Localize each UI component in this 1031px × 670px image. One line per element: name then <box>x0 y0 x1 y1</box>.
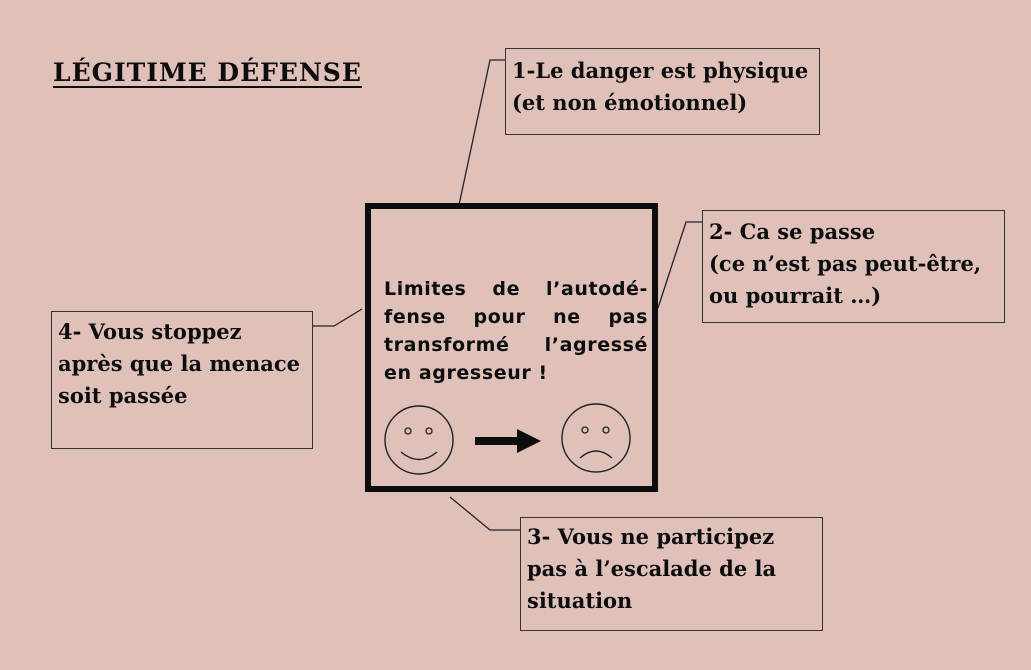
condition-2-line-3: ou pourrait …) <box>709 283 882 308</box>
condition-4-line-3: soit passée <box>58 383 188 408</box>
faces-illustration <box>371 394 652 494</box>
central-box <box>365 203 658 492</box>
smiling-face-icon <box>385 406 453 474</box>
condition-3-line-2: pas à l’escalade de la <box>527 556 777 581</box>
condition-1-line-2: (et non émotionnel) <box>512 90 748 115</box>
condition-box-3 <box>520 517 823 631</box>
right-arrow-icon <box>475 429 541 453</box>
connector-line-4 <box>313 309 362 326</box>
page-title: LÉGITIME DÉFENSE <box>53 58 362 87</box>
condition-2-line-2: (ce n’est pas peut-être, <box>709 251 982 276</box>
condition-2-line-1: 2- Ca se passe <box>709 219 876 244</box>
condition-box-4 <box>51 311 313 449</box>
condition-1-line-1: 1-Le danger est physique <box>512 58 809 83</box>
sad-face-icon <box>562 404 630 472</box>
central-text: Limites de l’autodé- fense pour ne pas transformé l’agressé en agresseur ! <box>384 278 648 384</box>
condition-4-line-1: 4- Vous stoppez <box>58 319 242 344</box>
condition-3-line-3: situation <box>527 588 633 613</box>
connector-line-3 <box>450 497 520 530</box>
condition-4-line-2: après que la menace <box>58 351 300 376</box>
condition-3-line-1: 3- Vous ne participez <box>527 524 775 549</box>
connector-line-1 <box>459 60 505 205</box>
condition-box-1 <box>505 48 820 135</box>
connector-line-2 <box>658 222 702 308</box>
condition-box-2 <box>702 210 1005 323</box>
